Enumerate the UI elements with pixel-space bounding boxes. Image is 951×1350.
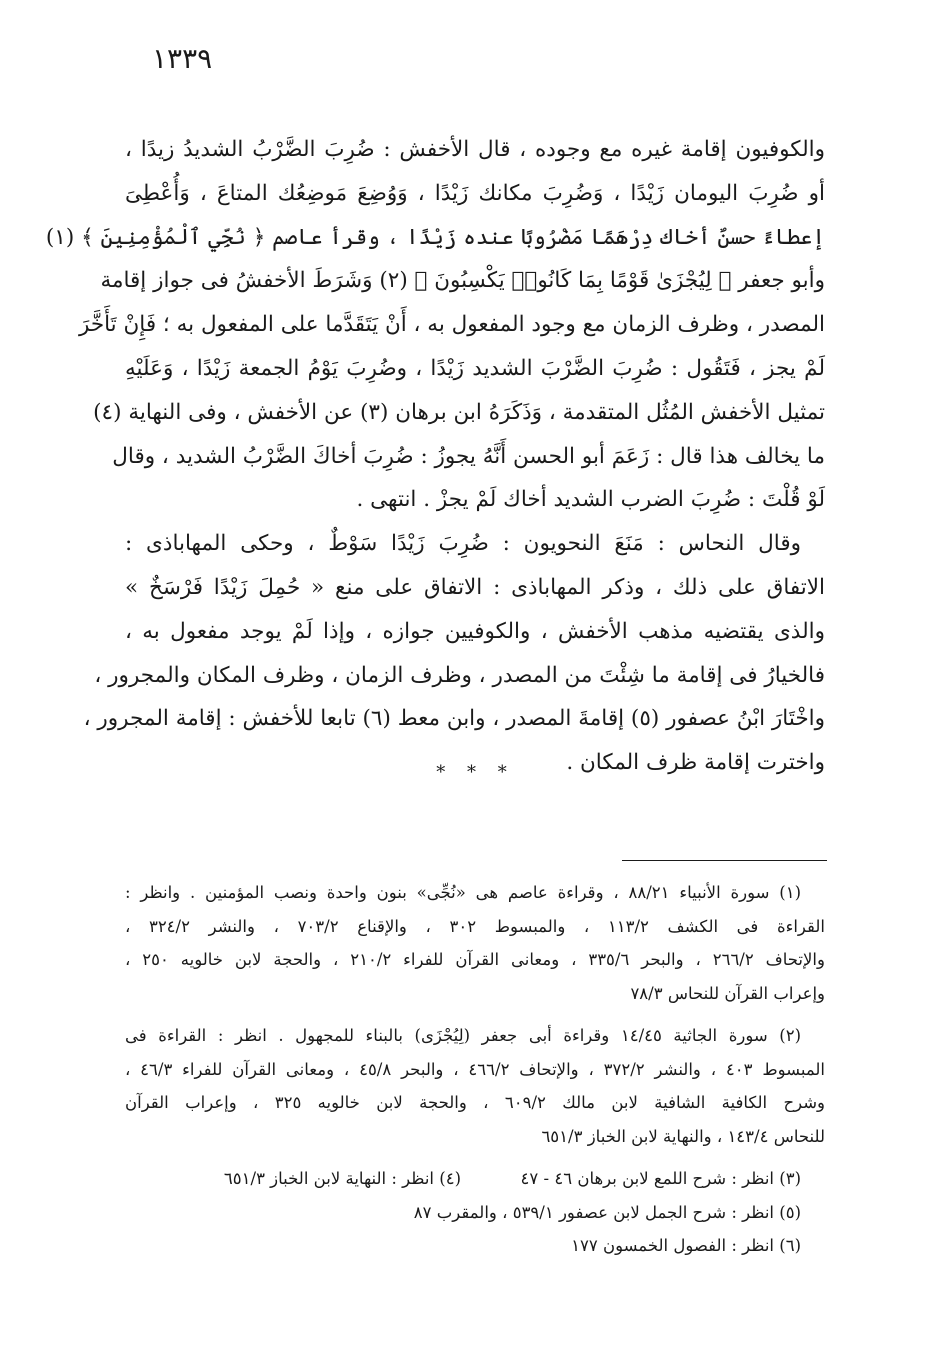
footnote-1 xyxy=(125,876,825,1010)
footnote-6: (٦) انظر : الفصول الخمسون ١٧٧ xyxy=(571,1236,801,1255)
text-line: فالخيارُ فى إقامة ما شِئْتَ من المصدر ، وظرف الزمان ، وظرف المكان والمجرور ، xyxy=(94,662,825,688)
text-line: الاتفاق على ذلك ، وذكر المهاباذى : الاتفاق على منع « حُمِلَ زَيْدًا فَرْسَخٌ » xyxy=(125,574,825,600)
footnote-row xyxy=(125,1162,825,1196)
main-text xyxy=(45,128,825,785)
text-line: ما يخالف هذا قال : زَعَمَ أبو الحسن أَنَّهُ يجوزُ : ضُرِبَ أخاكَ الضَّرْبُ الشديد ، وقال xyxy=(112,443,825,469)
footnote-line: وشرح الكافية الشافية لابن مالك ٦٠٩/٢ ، والحجة لابن خالويه ٣٢٥ ، وإعراب القرآن xyxy=(125,1093,826,1112)
footnote-5: (٥) انظر : شرح الجمل لابن عصفور ٥٣٩/١ ، والمقرب ٨٧ xyxy=(413,1202,801,1222)
text-line: أو ضُرِبَ اليومان زَيْدًا ، وَضُرِبَ مكانك زَيْدًا ، وَوُضِعَ مَوضِعُك المتاعَ ، وَأُعْطِىَ xyxy=(125,180,825,206)
footnote-2 xyxy=(125,1019,825,1153)
text-line: وقال النحاس : مَنَعَ النحويون : ضُرِبَ زَيْدًا سَوْطٌ ، وحكى المهاباذى : xyxy=(125,531,801,557)
text-line: تمثيل الأخفش المُثُل المتقدمة ، وَذَكَرَهُ ابن برهان (٣) عن الأخفش ، وفى النهاية (٤) xyxy=(93,399,825,425)
footnotes xyxy=(125,876,825,1263)
section-separator: * * * xyxy=(436,762,515,783)
footnote-divider xyxy=(622,860,827,861)
footnote-line: والإتحاف ٢٦٦/٢ ، والبحر ٣٣٥/٦ ، ومعانى القرآن للفراء ٢١٠/٢ ، والحجة لابن خالويه ٢٥٠ ، xyxy=(125,950,825,969)
footnote-3: (٣) انظر : شرح اللمع لابن برهان ٤٦ - ٤٧ xyxy=(520,1169,801,1188)
page-number: ١٣٣٩ xyxy=(152,42,213,75)
footnote-line: (٢) سورة الجاثية ١٤/٤٥ وقراءة أبى جعفر (لِيُجْزَى) بالبناء للمجهول . انظر : القراءة فى xyxy=(125,1026,801,1045)
text-line: واخْتَارَ ابْنُ عصفور (٥) إقامةَ المصدر ، وابن معط (٦) تابعا للأخفش : إقامة المجرور ، xyxy=(83,706,825,732)
text-line: والكوفيون إقامة غيره مع وجوده ، قال الأخفش : ضُرِبَ الضَّرْبُ الشديدُ زيدًا ، xyxy=(125,137,825,162)
text-line: المصدر ، وظرف الزمان مع وجود المفعول به ، أَنْ يَتَقَدَّما على المفعول به ؛ فَإِنْ تَأَخَّرَ xyxy=(78,312,825,338)
text-line: لَمْ يجز ، فَتَقُول : ضُرِبَ الضَّرْبَ الشديد زَيْدًا ، وضُرِبَ يَوْمُ الجمعة زَيْدًا ، وَعَلَيْهِ xyxy=(125,355,825,381)
text-line: وأبو جعفر ﴿ لِيُجْزَىٰ قَوْمًا بِمَا كَانُوا۟ يَكْسِبُونَ ﴾ (٢) وَشَرَطَ الأخفشُ فى جواز إقامة xyxy=(100,268,825,294)
text-line: إعطاءً حسنٌ أخاك دِرْهَمًا مَضْرُوبًا عنده زَيْدًا ، وقرأ عاصم ﴿ نُجِّي ٱلْمُؤْمِنِينَ ﴾ (١) xyxy=(45,224,825,250)
footnote-line: المبسوط ٤٠٣ ، والنشر ٣٧٢/٢ ، والإتحاف ٤٦٦/٢ ، والبحر ٤٥/٨ ، ومعانى القرآن للفراء ٤٦/٣ ، xyxy=(125,1059,825,1079)
footnote-4: (٤) انظر : النهاية لابن الخباز ٦٥١/٣ xyxy=(223,1169,461,1188)
footnote-line: (١) سورة الأنبياء ٨٨/٢١ ، وقراءة عاصم هى «نُجِّى» بنون واحدة ونصب المؤمنين . وانظر : xyxy=(125,883,801,902)
text-line: واخترت إقامة ظرف المكان . xyxy=(566,750,825,776)
footnote-line: القراءة فى الكشف ١١٣/٢ ، والمبسوط ٣٠٢ ، والإقناع ٧٠٣/٢ ، والنشر ٣٢٤/٢ ، xyxy=(125,916,825,936)
footnote-line: للنحاس ١٤٣/٤ ، والنهاية لابن الخباز ٦٥١/٣ xyxy=(541,1126,825,1146)
text-line: والذى يقتضيه مذهب الأخفش ، والكوفيين جوازه ، وإذا لَمْ يوجد مفعول به ، xyxy=(125,618,825,644)
text-line: لَوْ قُلْتَ : ضُرِبَ الضرب الشديد أخاك لَمْ يجزْ . انتهى . xyxy=(356,487,825,513)
footnote-line: وإعراب القرآن للنحاس ٧٨/٣ xyxy=(630,983,825,1003)
